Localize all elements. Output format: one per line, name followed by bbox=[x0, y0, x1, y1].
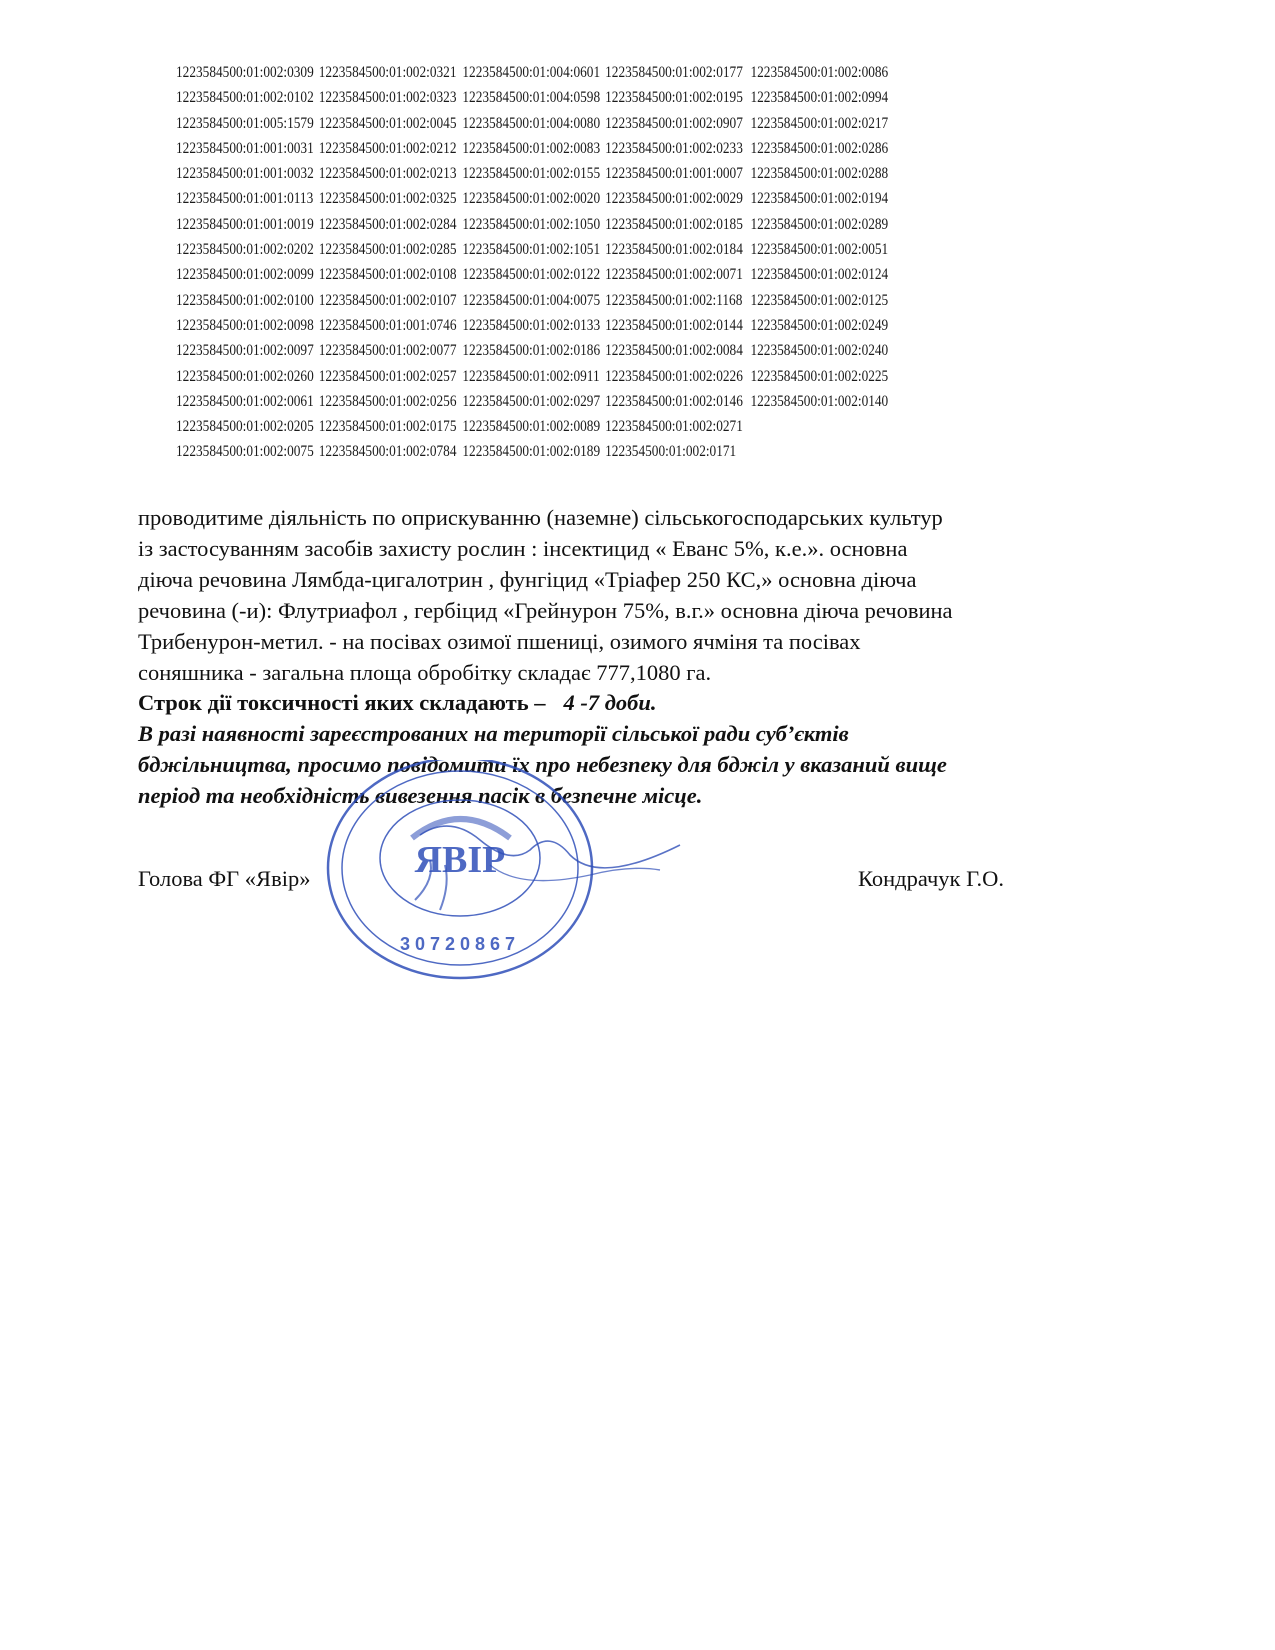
cadastral-number: 1223584500:01:002:0140 bbox=[750, 392, 889, 410]
cadastral-number: 1223584500:01:002:0097 bbox=[176, 342, 314, 360]
cadastral-number: 1223584500:01:002:1168 bbox=[605, 291, 743, 309]
cadastral-number: 1223584500:01:002:0077 bbox=[318, 342, 457, 360]
cadastral-number: 1223584500:01:002:0102 bbox=[176, 89, 314, 107]
cadastral-number: 1223584500:01:002:0256 bbox=[318, 392, 457, 410]
cadastral-number: 1223584500:01:004:0080 bbox=[462, 114, 601, 132]
cadastral-number: 1223584500:01:002:0288 bbox=[750, 165, 889, 183]
cadastral-number: 1223584500:01:002:0184 bbox=[605, 241, 743, 259]
cadastral-number: 1223584500:01:002:0108 bbox=[318, 266, 457, 284]
signer-name: Кондрачук Г.О. bbox=[858, 866, 1005, 891]
cadastral-number: 1223584500:01:002:0086 bbox=[750, 64, 889, 81]
cadastral-number: 1223584500:01:002:0098 bbox=[176, 316, 314, 334]
cadastral-number: 1223584500:01:002:0217 bbox=[750, 114, 889, 132]
cadastral-number: 1223584500:01:002:0185 bbox=[605, 215, 743, 233]
cadastral-number: 1223584500:01:002:0144 bbox=[605, 316, 743, 334]
cadastral-number: 1223584500:01:001:0032 bbox=[176, 165, 314, 183]
body-paragraph bbox=[138, 502, 1178, 688]
cadastral-number: 1223584500:01:002:0195 bbox=[605, 89, 743, 107]
cadastral-number: 1223584500:01:001:0019 bbox=[176, 215, 314, 233]
stamp-code: 30720867 bbox=[399, 934, 521, 954]
cadastral-number: 1223584500:01:002:0257 bbox=[318, 367, 457, 385]
cadastral-number: 1223584500:01:002:0175 bbox=[318, 418, 457, 436]
body-line: Трибенурон-метил. - на посівах озимої пшениці, озимого ячміня та посівах bbox=[138, 629, 861, 654]
cadastral-number: 1223584500:01:002:0186 bbox=[462, 342, 601, 360]
cadastral-number: 1223584500:01:002:0084 bbox=[605, 342, 743, 360]
body-line: речовина (-и): Флутриафол , гербіцид «Грейнурон 75%, в.г.» основна діюча речовина bbox=[138, 598, 953, 623]
cadastral-number: 1223584500:01:002:0205 bbox=[176, 418, 314, 436]
cadastral-number: 1223584500:01:004:0598 bbox=[462, 89, 601, 107]
notice-line: бджільництва, просимо повідомити їх про небезпеку для бджіл у вказаний вище bbox=[138, 752, 947, 777]
handwritten-signature bbox=[360, 795, 690, 915]
cadastral-column bbox=[462, 60, 605, 465]
toxicity-period bbox=[138, 687, 657, 718]
body-line: діюча речовина Лямбда-цигалотрин , фунгіцид «Тріафер 250 КС,» основна діюча bbox=[138, 567, 917, 592]
cadastral-number: 1223584500:01:002:0125 bbox=[750, 291, 889, 309]
cadastral-number: 1223584500:01:002:0189 bbox=[462, 443, 601, 461]
stamp-center-text: ЯВІР bbox=[414, 839, 506, 881]
cadastral-number: 1223584500:01:002:0226 bbox=[605, 367, 743, 385]
cadastral-number: 1223584500:01:002:0071 bbox=[605, 266, 743, 284]
cadastral-number: 1223584500:01:002:0202 bbox=[176, 241, 314, 259]
cadastral-column bbox=[319, 60, 463, 465]
cadastral-number: 1223584500:01:002:0124 bbox=[750, 266, 889, 284]
cadastral-number: 1223584500:01:001:0031 bbox=[176, 139, 314, 157]
cadastral-number: 1223584500:01:002:0271 bbox=[605, 418, 743, 436]
cadastral-number: 1223584500:01:002:0284 bbox=[318, 215, 457, 233]
toxicity-value: 4 -7 доби. bbox=[563, 690, 657, 715]
cadastral-number: 1223584500:01:002:0089 bbox=[462, 418, 601, 436]
cadastral-number: 1223584500:01:002:0225 bbox=[750, 367, 889, 385]
cadastral-column bbox=[750, 60, 896, 465]
cadastral-number: 1223584500:01:002:0177 bbox=[605, 64, 743, 81]
cadastral-number: 1223584500:01:002:0286 bbox=[750, 139, 889, 157]
cadastral-number: 1223584500:01:002:0045 bbox=[318, 114, 457, 132]
cadastral-number: 1223584500:01:004:0601 bbox=[462, 64, 601, 81]
cadastral-number: 1223584500:01:002:0051 bbox=[750, 241, 889, 259]
cadastral-number: 1223584500:01:001:0007 bbox=[605, 165, 743, 183]
body-line: проводитиме діяльність по оприскуванню (наземне) сільськогосподарських культур bbox=[138, 505, 943, 530]
cadastral-number: 1223584500:01:002:0107 bbox=[318, 291, 457, 309]
cadastral-number: 1223584500:01:002:0020 bbox=[462, 190, 601, 208]
cadastral-number: 1223584500:01:002:0309 bbox=[176, 64, 314, 81]
body-line: із застосуванням засобів захисту рослин : інсектицид « Еванс 5%, к.е.». основна bbox=[138, 536, 908, 561]
cadastral-number: 1223584500:01:002:0075 bbox=[176, 443, 314, 461]
cadastral-number: 1223584500:01:002:0194 bbox=[750, 190, 889, 208]
cadastral-number: 1223584500:01:005:1579 bbox=[176, 114, 314, 132]
cadastral-column bbox=[176, 60, 319, 465]
cadastral-number: 1223584500:01:002:0994 bbox=[750, 89, 889, 107]
cadastral-number: 1223584500:01:002:0240 bbox=[750, 342, 889, 360]
cadastral-number: 1223584500:01:002:1051 bbox=[462, 241, 601, 259]
cadastral-number: 1223584500:01:002:0099 bbox=[176, 266, 314, 284]
cadastral-column bbox=[605, 60, 750, 465]
cadastral-number-table bbox=[176, 60, 897, 465]
cadastral-number: 1223584500:01:002:0133 bbox=[462, 316, 601, 334]
cadastral-number: 1223584500:01:002:0249 bbox=[750, 316, 889, 334]
cadastral-number: 1223584500:01:002:0083 bbox=[462, 139, 601, 157]
cadastral-number: 1223584500:01:002:0260 bbox=[176, 367, 314, 385]
cadastral-number: 1223584500:01:001:0746 bbox=[318, 316, 457, 334]
cadastral-number: 1223584500:01:002:0100 bbox=[176, 291, 314, 309]
cadastral-number: 1223584500:01:004:0075 bbox=[462, 291, 601, 309]
cadastral-number: 1223584500:01:002:1050 bbox=[462, 215, 601, 233]
cadastral-number: 1223584500:01:001:0113 bbox=[176, 190, 314, 208]
cadastral-number: 1223584500:01:002:0155 bbox=[462, 165, 601, 183]
cadastral-number: 1223584500:01:002:0212 bbox=[318, 139, 457, 157]
body-line: соняшника - загальна площа обробітку складає 777,1080 га. bbox=[138, 660, 712, 685]
signer-title: Голова ФГ «Явір» bbox=[138, 866, 311, 891]
cadastral-number: 1223584500:01:002:0907 bbox=[605, 114, 743, 132]
cadastral-number: 122354500:01:002:0171 bbox=[605, 443, 737, 461]
cadastral-number: 1223584500:01:002:0321 bbox=[318, 64, 457, 81]
notice-line: період та необхідність вивезення пасік в безпечне місце. bbox=[138, 783, 703, 808]
notice-line: В разі наявності зареєстрованих на території сільської ради суб’єктів bbox=[138, 721, 849, 746]
cadastral-number: 1223584500:01:002:0325 bbox=[318, 190, 457, 208]
cadastral-number: 1223584500:01:002:0911 bbox=[462, 367, 600, 385]
cadastral-number: 1223584500:01:002:0061 bbox=[176, 392, 314, 410]
cadastral-number: 1223584500:01:002:0213 bbox=[318, 165, 457, 183]
cadastral-number: 1223584500:01:002:0297 bbox=[462, 392, 601, 410]
cadastral-number: 1223584500:01:002:0784 bbox=[318, 443, 457, 461]
cadastral-number: 1223584500:01:002:0029 bbox=[605, 190, 743, 208]
cadastral-number: 1223584500:01:002:0122 bbox=[462, 266, 601, 284]
cadastral-number: 1223584500:01:002:0285 bbox=[318, 241, 457, 259]
cadastral-number: 1223584500:01:002:0323 bbox=[318, 89, 457, 107]
cadastral-number: 1223584500:01:002:0146 bbox=[605, 392, 743, 410]
toxicity-label: Строк дії токсичності яких складають – bbox=[138, 690, 546, 715]
cadastral-number: 1223584500:01:002:0233 bbox=[605, 139, 743, 157]
cadastral-number: 1223584500:01:002:0289 bbox=[750, 215, 889, 233]
